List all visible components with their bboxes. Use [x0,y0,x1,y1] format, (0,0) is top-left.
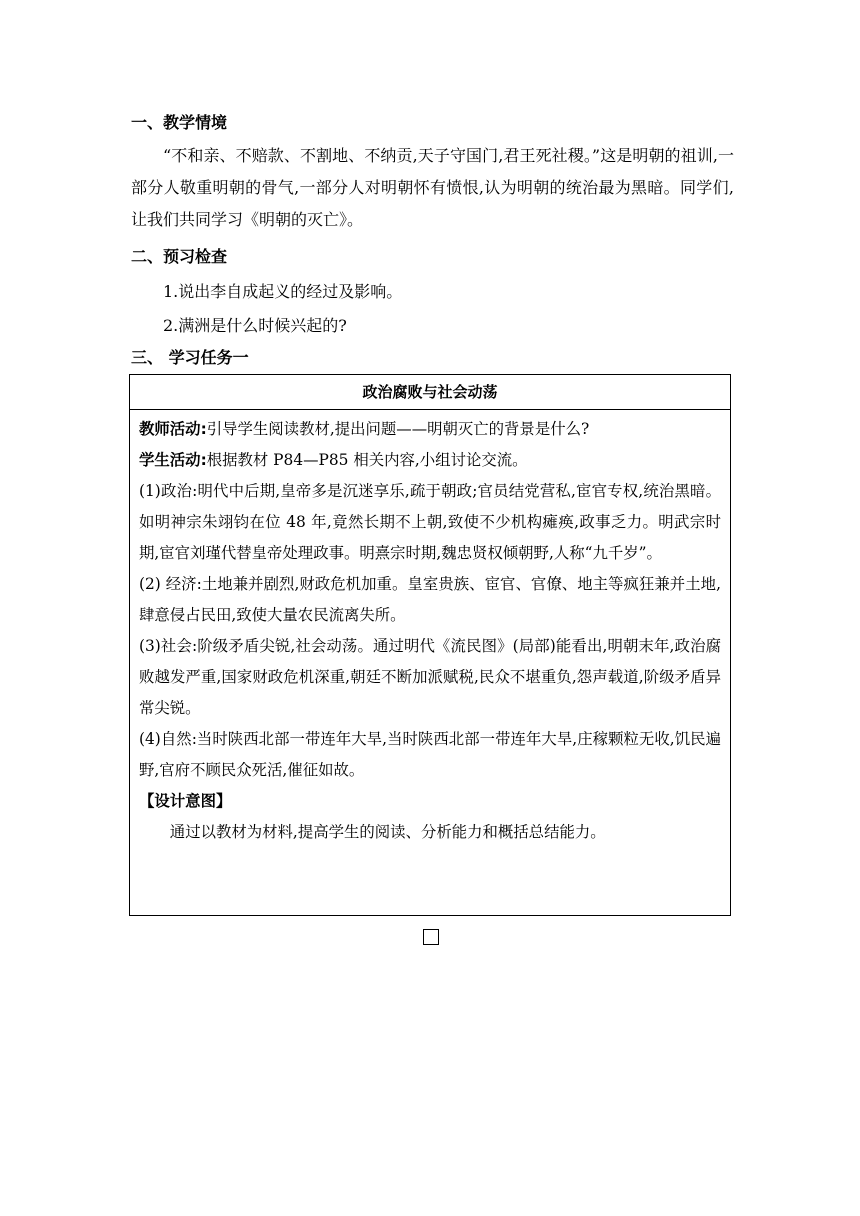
design-intent-text: 通过以教材为材料,提高学生的阅读、分析能力和概括总结能力。 [169,823,606,841]
student-activity [139,445,721,476]
point-society: (3)社会:阶级矛盾尖锐,社会动荡。通过明代《流民图》(局部)能看出,明朝末年,政治腐败越发严重,国家财政危机深重,朝廷不断加派赋税,民众不堪重负,怨声载道,阶级矛盾异常尖锐。 [139,637,721,717]
section-heading-learning-task: 三、 学习任务一 [131,348,249,367]
teacher-activity [139,414,721,445]
table-title: 政治腐败与社会动荡 [130,375,730,410]
preview-question-2: 2.满洲是什么时候兴起的? [163,316,347,335]
teaching-context-paragraph: “不和亲、不赔款、不割地、不纳贡,天子守国门,君王死社稷。”这是明朝的祖训,一部分人敬重明朝的骨气,一部分人对明朝怀有愤恨,认为明朝的统治最为黑暗。同学们,让我们共同学习《明朝的灭亡》。 [131,146,734,229]
table-body [130,410,730,848]
point-economy: (2) 经济:土地兼并剧烈,财政危机加重。皇室贵族、宦官、官僚、地主等疯狂兼并土地,肆意侵占民田,致使大量农民流离失所。 [139,575,721,624]
teacher-activity-label: 教师活动: [139,420,207,438]
student-activity-text: 根据教材 P84—P85 相关内容,小组讨论交流。 [206,451,528,469]
design-intent-label: 【设计意图】 [139,792,232,810]
empty-checkbox-square [423,929,439,945]
learning-task-table [129,374,731,916]
section-heading-teaching-context: 一、教学情境 [131,113,228,132]
preview-question-1: 1.说出李自成起义的经过及影响。 [163,282,403,301]
student-activity-label: 学生活动: [139,451,207,469]
teacher-activity-text: 引导学生阅读教材,提出问题——明朝灭亡的背景是什么? [206,420,590,438]
point-politics: (1)政治:明代中后期,皇帝多是沉迷享乐,疏于朝政;官员结党营私,宦官专权,统治黑暗。如明神宗朱翊钧在位 48 年,竟然长期不上朝,致使不少机构瘫痪,政事乏力。明武宗时期,宦官刘瑾代替皇帝处理政事。明熹宗时期,魏忠贤权倾朝野,人称“九千岁”。 [139,482,721,562]
point-nature: (4)自然:当时陕西北部一带连年大旱,当时陕西北部一带连年大旱,庄稼颗粒无收,饥民遍野,官府不顾民众死活,催征如故。 [139,730,721,779]
section-heading-preview-check: 二、预习检查 [131,247,228,266]
